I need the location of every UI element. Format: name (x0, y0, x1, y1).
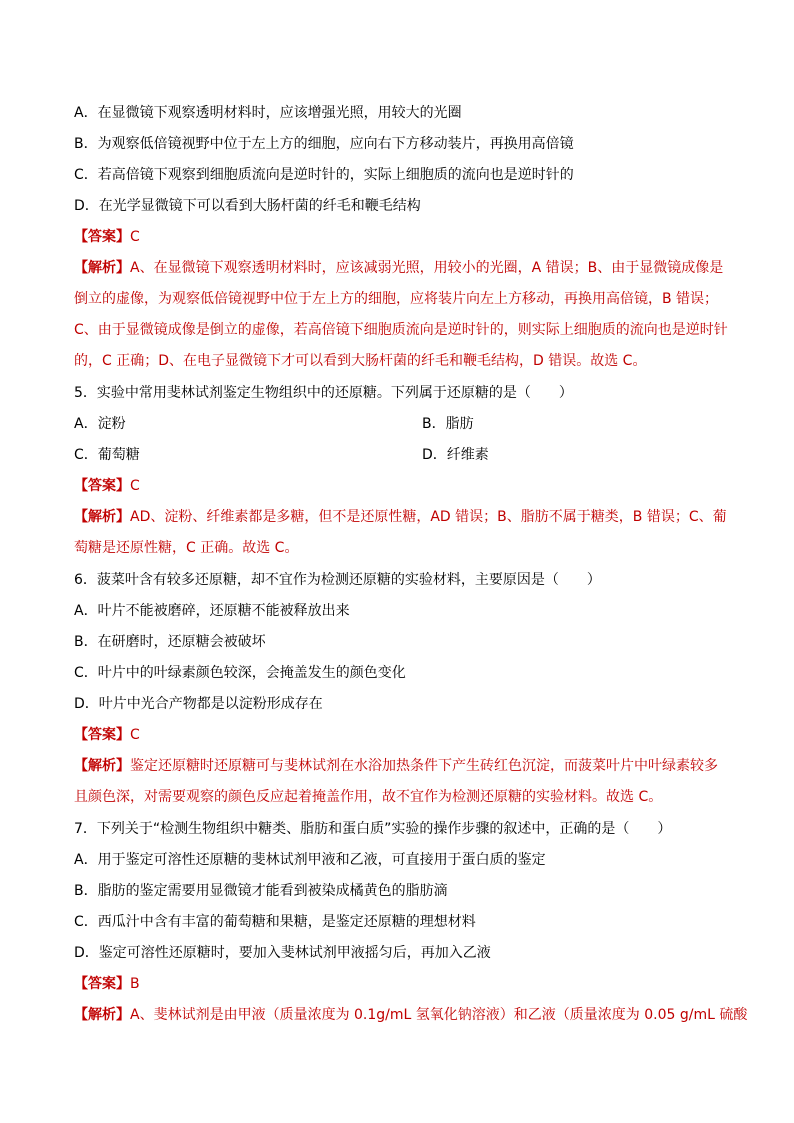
q5-option-a: A．淀粉 (74, 416, 126, 432)
analysis-tag: 【解析】 (74, 758, 130, 774)
answer-value: C (130, 478, 140, 494)
answer-value: C (130, 229, 140, 245)
analysis-tag: 【解析】 (74, 260, 130, 276)
q5-option-c: C．葡萄糖 (74, 447, 140, 463)
answer-tag: 【答案】 (74, 229, 130, 245)
q6-option-b: B．在研磨时，还原糖会被破坏 (74, 634, 266, 650)
answer-tag: 【答案】 (74, 727, 130, 743)
q5-option-d: D．纤维素 (422, 447, 489, 463)
q7-option-d: D．鉴定可溶性还原糖时，要加入斐林试剂甲液摇匀后，再加入乙液 (74, 945, 491, 961)
answer-tag: 【答案】 (74, 976, 130, 992)
q5-stem: 5．实验中常用斐林试剂鉴定生物组织中的还原糖。下列属于还原糖的是（ ） (74, 385, 573, 401)
analysis-text: A、在显微镜下观察透明材料时，应该减弱光照，用较小的光圈，A 错误；B、由于显微镜成像是 (130, 260, 724, 276)
q4-option-d: D．在光学显微镜下可以看到大肠杆菌的纤毛和鞭毛结构 (74, 198, 421, 214)
q4-option-b: B．为观察低倍镜视野中位于左上方的细胞，应向右下方移动装片，再换用高倍镜 (74, 136, 574, 152)
q4-answer (74, 227, 734, 247)
q4-analysis-line-2: 倒立的虚像，为观察低倍镜视野中位于左上方的细胞，应将装片向左上方移动，再换用高倍镜，B 错误； (74, 291, 719, 307)
q6-option-a: A．叶片不能被磨碎，还原糖不能被释放出来 (74, 603, 350, 619)
q6-answer (74, 725, 734, 745)
q6-option-c: C．叶片中的叶绿素颜色较深，会掩盖发生的颜色变化 (74, 665, 406, 681)
q7-stem: 7．下列关于“检测生物组织中糖类、脂肪和蛋白质”实验的操作步骤的叙述中，正确的是（ ） (74, 821, 672, 837)
q5-analysis-line-1 (74, 507, 734, 527)
q7-option-a: A．用于鉴定可溶性还原糖的斐林试剂甲液和乙液，可直接用于蛋白质的鉴定 (74, 852, 546, 868)
analysis-text: AD、淀粉、纤维素都是多糖，但不是还原性糖，AD 错误；B、脂肪不属于糖类，B 错误；C、葡 (130, 509, 727, 525)
answer-value: C (130, 727, 140, 743)
answer-value: B (130, 976, 140, 992)
analysis-text: A、斐林试剂是由甲液（质量浓度为 0.1g/mL 氢氧化钠溶液）和乙液（质量浓度为 0.05 g/mL 硫酸 (130, 1007, 748, 1023)
q5-options-row-1 (74, 414, 734, 434)
q4-analysis-line-1 (74, 258, 734, 278)
q6-analysis-line-1 (74, 756, 734, 776)
answer-tag: 【答案】 (74, 478, 130, 494)
q6-analysis-line-2: 且颜色深，对需要观察的颜色反应起着掩盖作用，故不宜作为检测还原糖的实验材料。故选 C。 (74, 789, 663, 805)
q5-analysis-line-2: 萄糖是还原性糖，C 正确。故选 C。 (74, 540, 299, 556)
q7-option-c: C．西瓜汁中含有丰富的葡萄糖和果糖，是鉴定还原糖的理想材料 (74, 914, 476, 930)
q4-option-c: C．若高倍镜下观察到细胞质流向是逆时针的，实际上细胞质的流向也是逆时针的 (74, 167, 574, 183)
q4-option-a: A．在显微镜下观察透明材料时，应该增强光照，用较大的光圈 (74, 105, 462, 121)
q5-option-b: B．脂肪 (422, 416, 474, 432)
analysis-text: 鉴定还原糖时还原糖可与斐林试剂在水浴加热条件下产生砖红色沉淀，而菠菜叶片中叶绿素较多 (130, 758, 718, 774)
q4-analysis-line-4: 的，C 正确；D、在电子显微镜下才可以看到大肠杆菌的纤毛和鞭毛结构，D 错误。故选 C。 (74, 353, 647, 369)
q7-option-b: B．脂肪的鉴定需要用显微镜才能看到被染成橘黄色的脂肪滴 (74, 883, 448, 899)
q4-analysis-line-3: C、由于显微镜成像是倒立的虚像，若高倍镜下细胞质流向是逆时针的，则实际上细胞质的流向也是逆时针 (74, 322, 728, 338)
q5-options-row-2 (74, 445, 734, 465)
q6-option-d: D．叶片中光合产物都是以淀粉形成存在 (74, 696, 323, 712)
q6-stem: 6．菠菜叶含有较多还原糖，却不宜作为检测还原糖的实验材料，主要原因是（ ） (74, 572, 601, 588)
q7-answer (74, 974, 734, 994)
q5-answer (74, 476, 734, 496)
analysis-tag: 【解析】 (74, 1007, 130, 1023)
q7-analysis-line-1 (74, 1005, 748, 1025)
analysis-tag: 【解析】 (74, 509, 130, 525)
